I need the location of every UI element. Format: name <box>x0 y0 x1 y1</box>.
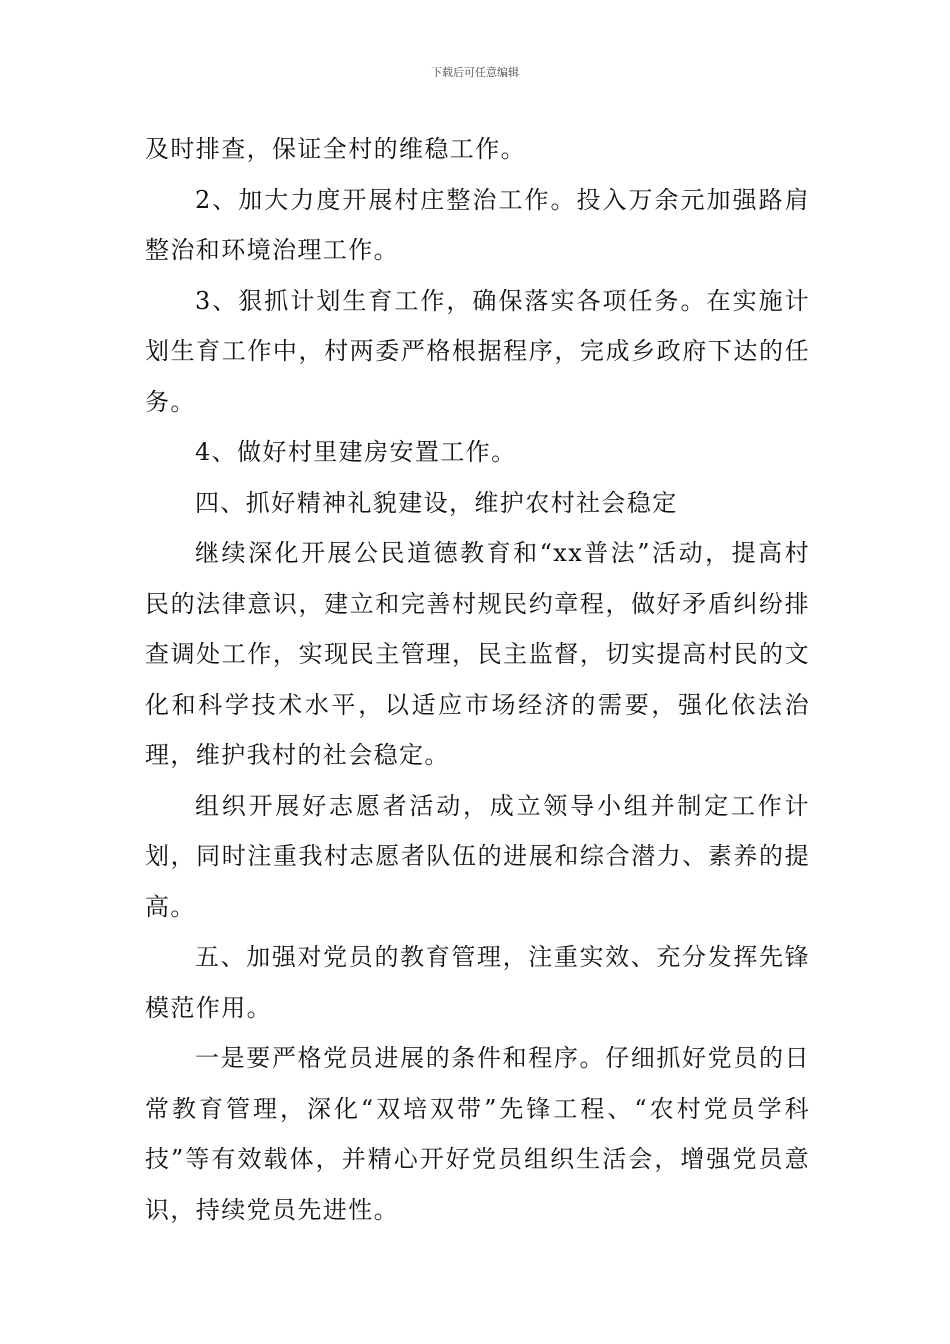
paragraph: 及时排查，保证全村的维稳工作。 <box>145 135 526 163</box>
section-heading: 四、抓好精神礼貌建设，维护农村社会稳定 <box>195 488 678 517</box>
paragraph: 一是要严格党员进展的条件和程序。仔细抓好党员的日常教育管理，深化“双培双带”先锋工程、“农村党员学科技”等有效载体，并精心开好党员组织生活会，增强党员意识，持续党员先进性。 <box>145 1044 810 1224</box>
paragraph: 组织开展好志愿者活动，成立领导小组并制定工作计划，同时注重我村志愿者队伍的进展和综合潜力、素养的提高。 <box>145 791 810 921</box>
paragraph: 2、加大力度开展村庄整治工作。投入万余元加强路肩整治和环境治理工作。 <box>145 185 810 264</box>
page-header-note: 下载后可任意编辑 <box>431 66 519 79</box>
document-body <box>145 124 810 1235</box>
section-heading: 五、加强对党员的教育管理，注重实效、充分发挥先锋模范作用。 <box>145 943 810 1022</box>
paragraph: 4、做好村里建房安置工作。 <box>195 438 517 466</box>
paragraph: 3、狠抓计划生育工作，确保落实各项任务。在实施计划生育工作中，村两委严格根据程序，完成乡政府下达的任务。 <box>145 286 810 416</box>
paragraph: 继续深化开展公民道德教育和“xx普法”活动，提高村民的法律意识，建立和完善村规民约章程，做好矛盾纠纷排查调处工作，实现民主管理，民主监督，切实提高村民的文化和科学技术水平，以适应市场经济的需要，强化依法治理，维护我村的社会稳定。 <box>145 539 810 769</box>
